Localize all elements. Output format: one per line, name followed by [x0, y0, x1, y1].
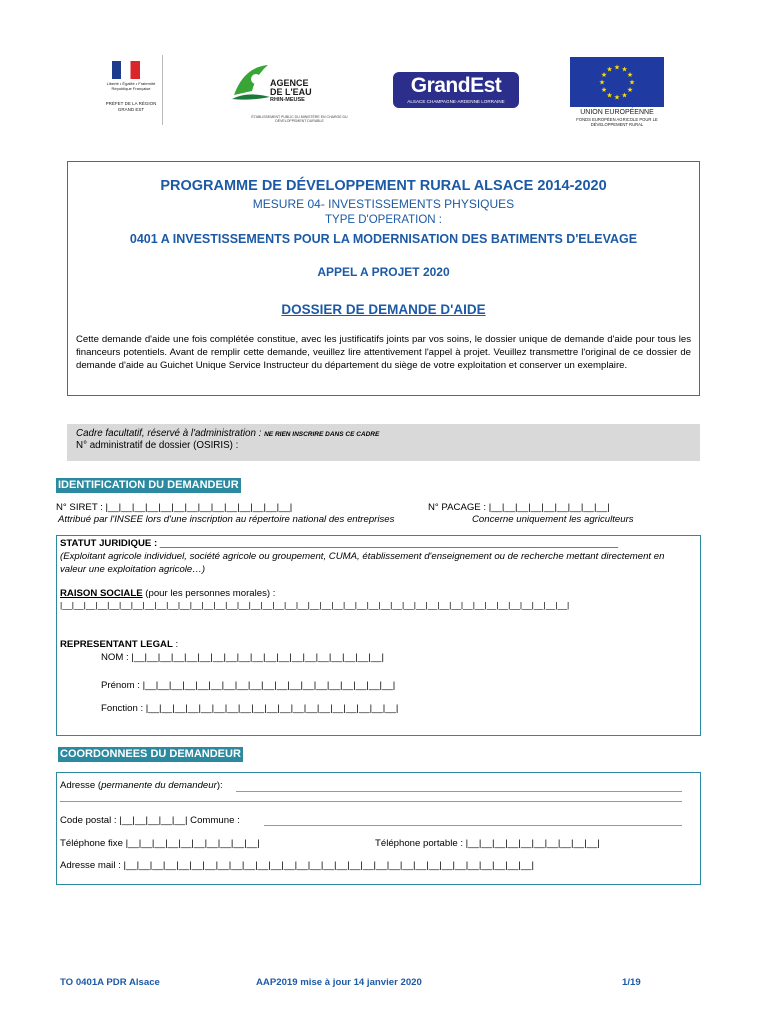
- adresse-line-1[interactable]: [236, 791, 682, 792]
- operation-title: 0401 A INVESTISSEMENTS POUR LA MODERNISATION DES BATIMENTS D'ELEVAGE: [129, 232, 638, 246]
- section-identification-title: IDENTIFICATION DU DEMANDEUR: [58, 479, 239, 491]
- eu-star-icon: ★: [628, 78, 636, 87]
- eu-star-icon: ★: [621, 65, 628, 74]
- dossier-title: DOSSIER DE DEMANDE D'AIDE: [281, 302, 486, 317]
- pacage-field[interactable]: N° PACAGE : |__|__|__|__|__|__|__|__|__|: [428, 502, 610, 513]
- telephone-fixe-field[interactable]: Téléphone fixe |__|__|__|__|__|__|__|__|__|__|: [60, 838, 260, 849]
- admin-box: Cadre facultatif, réservé à l'administration : NE RIEN INSCRIRE DANS CE CADRE N° administratif de dossier (OSIRIS) :: [67, 424, 700, 461]
- intro-paragraph: Cette demande d'aide une fois complétée constitue, avec les justificatifs joints par vos soins, le dossier unique de demande d'aide pour tous les financeurs potentiels. Avant de remplir cette demande, veuillez lire attentivement l'appel à projet. Veuillez transmettre l'original de ce dossier de demande d'aide au Guichet Unique Service Instructeur du département du siège de votre exploitation et conserver un exemplaire.: [76, 334, 691, 371]
- admin-warning: NE RIEN INSCRIRE DANS CE CADRE: [264, 431, 380, 438]
- raison-sociale-field[interactable]: |__|__|__|__|__|__|__|__|__|__|__|__|__|__|__|__|__|__|__|__|__|__|__|__|__|__|__|__|__|__|__|__|__|__|__|__|__|__|__|__|__|__|__|: [60, 600, 570, 610]
- prefet-text: PRÉFET DE LA RÉGION GRAND EST: [105, 101, 157, 112]
- eu-star-icon: ★: [600, 71, 608, 79]
- eu-star-icon: ★: [606, 65, 613, 74]
- fonction-field[interactable]: Fonction : |__|__|__|__|__|__|__|__|__|__|__|__|__|__|__|__|__|__|__|: [101, 703, 399, 714]
- page-number: 1/19: [622, 977, 641, 988]
- marianne-flag-icon: [112, 61, 140, 79]
- osiris-label: N° administratif de dossier (OSIRIS) :: [76, 440, 239, 451]
- eu-star-icon: ★: [626, 86, 634, 94]
- statut-note: (Exploitant agricole individuel, société agricole ou groupement, CUMA, établissement d'enseignement ou de recherche mettant directement en valeur une exploitation agricole…): [60, 551, 665, 575]
- footer-reference: TO 0401A PDR Alsace: [60, 977, 160, 988]
- republique-francaise-logo: Liberté • Égalité • Fraternité République Française PRÉFET DE LA RÉGION GRAND EST: [100, 55, 162, 125]
- siret-field[interactable]: N° SIRET : |__|__|__|__|__|__|__|__|__|__|__|__|__|__|: [56, 502, 293, 513]
- eu-star-icon: ★: [613, 93, 621, 102]
- agence-eau-mark-icon: [230, 61, 272, 103]
- representant-legal-label: REPRESENTANT LEGAL: [60, 639, 173, 650]
- eu-star-icon: ★: [613, 63, 621, 72]
- adresse-line-2[interactable]: [60, 801, 682, 802]
- statut-input-line[interactable]: _______________________________________________________________________________________________________: [159, 539, 619, 548]
- raison-sociale-note: (pour les personnes morales) :: [145, 588, 276, 599]
- eu-star-icon: ★: [621, 91, 628, 100]
- footer-date: AAP2019 mise à jour 14 janvier 2020: [256, 977, 422, 988]
- programme-title: PROGRAMME DE DÉVELOPPEMENT RURAL ALSACE 2014-2020: [160, 178, 607, 194]
- commune-line[interactable]: [264, 825, 682, 826]
- nom-field[interactable]: NOM : |__|__|__|__|__|__|__|__|__|__|__|__|__|__|__|__|__|__|__|: [101, 652, 384, 663]
- adresse-mail-field[interactable]: Adresse mail : |__|__|__|__|__|__|__|__|__|__|__|__|__|__|__|__|__|__|__|__|__|__|__|__|__|__|__|__|__|__|__|: [60, 860, 535, 871]
- type-operation-label: TYPE D'OPERATION :: [325, 214, 442, 226]
- eu-star-icon: ★: [626, 71, 634, 79]
- eu-star-icon: ★: [606, 91, 613, 100]
- grand-est-logo: GrandEst ALSACE CHAMPAGNE-ARDENNE LORRAINE: [393, 72, 519, 108]
- union-europeenne-logo: ★ ★ ★ ★ ★ ★ ★ ★ ★ ★ ★ ★ UNION EUROPÉENNE FONDS EUROPÉEN AGRICOLE POUR LE DÉVELOPPEMENT RURAL: [570, 57, 664, 125]
- code-postal-field[interactable]: Code postal : |__|__|__|__|__| Commune :: [60, 815, 240, 826]
- prenom-field[interactable]: Prénom : |__|__|__|__|__|__|__|__|__|__|__|__|__|__|__|__|__|__|__|: [101, 680, 396, 691]
- appel-projet-title: APPEL A PROJET 2020: [317, 265, 450, 279]
- mesure-subtitle: MESURE 04- INVESTISSEMENTS PHYSIQUES: [252, 197, 515, 211]
- section-coordonnees-title: COORDONNEES DU DEMANDEUR: [60, 748, 241, 760]
- raison-sociale-label: RAISON SOCIALE: [60, 588, 143, 599]
- telephone-portable-field[interactable]: Téléphone portable : |__|__|__|__|__|__|__|__|__|__|: [375, 838, 600, 849]
- siret-note: Attribué par l'INSEE lors d'une inscription au répertoire national des entreprises: [58, 514, 395, 525]
- eu-star-icon: ★: [598, 78, 606, 87]
- pacage-note: Concerne uniquement les agriculteurs: [472, 514, 634, 525]
- eu-flag-icon: [570, 57, 664, 107]
- eu-star-icon: ★: [600, 86, 608, 94]
- statut-label: STATUT JURIDIQUE :: [60, 538, 158, 549]
- agence-eau-logo: AGENCE DE L'EAU RHIN-MEUSE ÉTABLISSEMENT PUBLIC DU MINISTÈRE EN CHARGE DU DÉVELOPPEMENT DURABLE: [230, 55, 360, 125]
